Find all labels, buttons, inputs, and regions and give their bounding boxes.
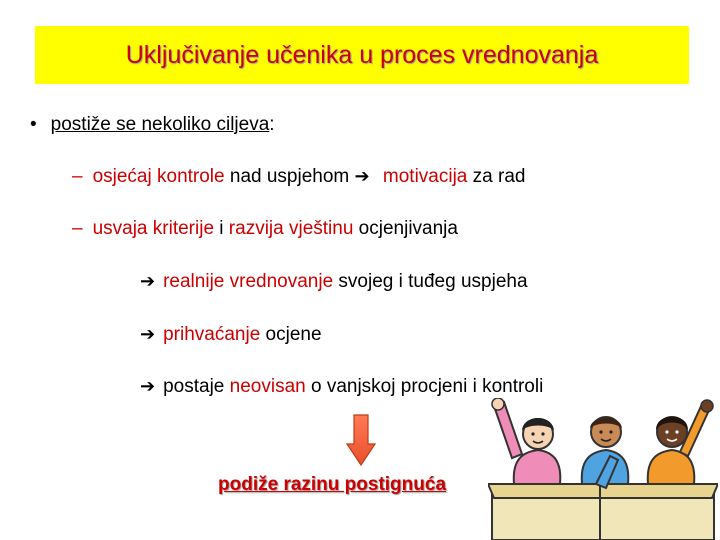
item3-text: o vanjskoj procjeni i kontroli — [305, 376, 544, 397]
sub-point-2 — [72, 218, 458, 240]
item2-highlight: prihvaćanje — [163, 324, 261, 345]
item2-text: ocjene — [260, 324, 322, 345]
sub2-highlight-c: razvija vještinu — [228, 218, 354, 239]
arrow-item-2 — [140, 324, 322, 346]
bullet-colon: : — [269, 114, 275, 135]
item3-pre: postaje — [163, 376, 230, 397]
sub2-text-b: i — [214, 218, 229, 239]
sub-point-1 — [72, 166, 525, 188]
result-text: podiže razinu postignuća — [218, 474, 447, 495]
arrow-right-icon: ➔ — [140, 271, 156, 291]
sub2-text-d: ocjenjivanja — [353, 218, 458, 239]
slide-title: Uključivanje učenika u proces vrednovanja — [125, 40, 599, 69]
item1-highlight: realnije vrednovanje — [163, 271, 334, 292]
raising-hands-students-illustration — [488, 398, 718, 540]
sub1-text-d: za rad — [467, 166, 526, 187]
item1-text: svojeg i tuđeg uspjeha — [333, 271, 528, 292]
arrow-right-icon: ➔ — [140, 376, 156, 396]
sub1-text-b: nad uspjehom — [224, 166, 355, 187]
bullet-text: postiže se nekoliko ciljeva — [50, 114, 270, 135]
item3-highlight: neovisan — [229, 376, 306, 397]
main-bullet — [30, 114, 275, 136]
dash-marker: – — [72, 166, 83, 187]
sub1-highlight-a: osjećaj kontrole — [92, 166, 225, 187]
bullet-marker: • — [30, 114, 37, 135]
arrow-down-icon — [346, 414, 376, 466]
arrow-item-1 — [140, 271, 528, 293]
dash-marker: – — [72, 218, 83, 239]
arrow-right-icon: ➔ — [354, 166, 370, 186]
sub1-highlight-c: motivacija — [377, 166, 468, 187]
title-banner — [35, 26, 689, 84]
arrow-right-icon: ➔ — [140, 324, 156, 344]
sub2-highlight-a: usvaja kriterije — [92, 218, 215, 239]
arrow-item-3 — [140, 376, 543, 398]
